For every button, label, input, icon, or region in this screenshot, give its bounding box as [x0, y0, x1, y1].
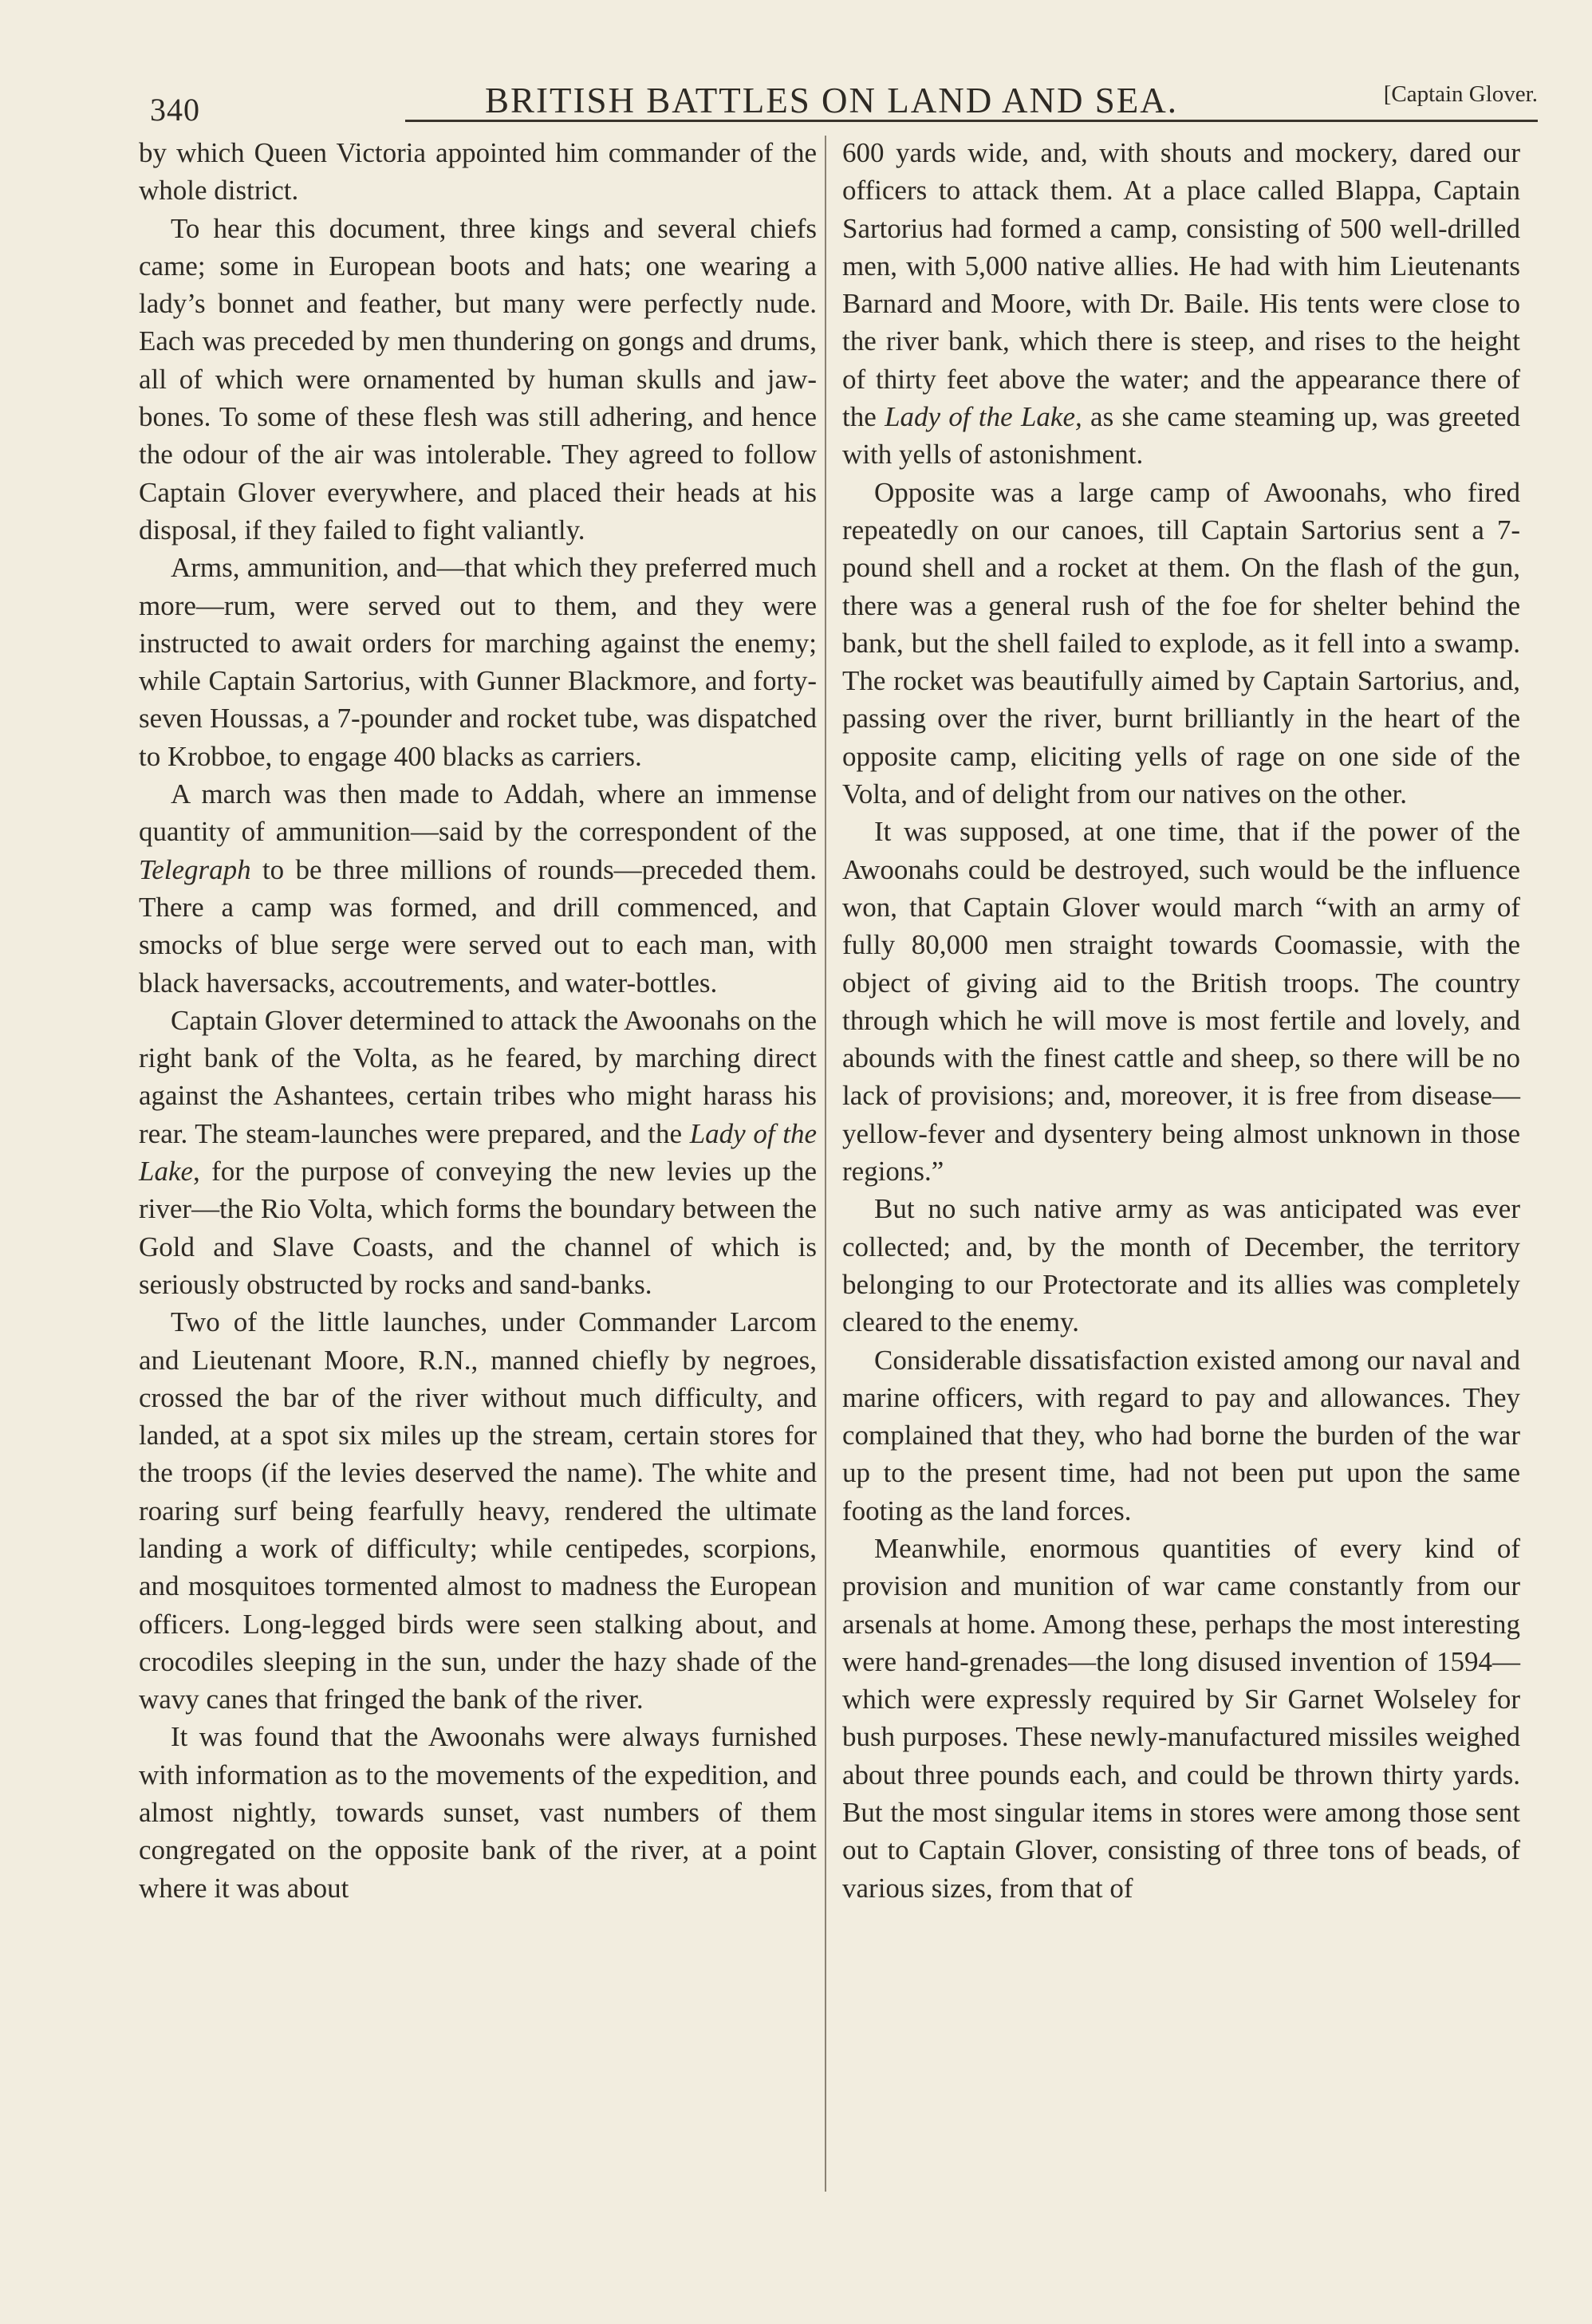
ship-name: Lady of the Lake: [139, 1117, 817, 1188]
ship-name: Lady of the Lake,: [885, 401, 1082, 433]
paragraph: Arms, ammunition, and—that which they preferred much more—rum, were served out to them, and they were instructed to await orders for marching against the enemy; while Captain Sartorius, with Gunner Blackmore, and forty-seven Houssas, a 7-pounder and rocket tube, was dispatched to Krobboe, to engage 400 blacks as carriers.: [139, 552, 817, 772]
paragraph: by which Queen Victoria appointed him commander of the whole district.: [139, 137, 817, 207]
paragraph: It was found that the Awoonahs were always furnished with information as to the movements of the expedition, and almost nightly, towards sunset, vast numbers of them congregated on the opposite bank of the river, at a point where it was about: [139, 1721, 817, 1904]
paragraph: To hear this document, three kings and several chiefs came; some in European boots and hats; one wearing a lady’s bonnet and feather, but many were perfectly nude. Each was preceded by men thundering on gongs and drums, all of which were ornamented by human skulls and jaw-bones. To some of these flesh was still adhering, and hence the odour of the air was intolerable. They agreed to follow Captain Glover everywhere, and placed their heads at his disposal, if they failed to fight valiantly.: [139, 212, 817, 546]
paragraph-text: 600 yards wide, and, with shouts and mockery, dared our officers to attack them. At a place called Blappa, Captain Sartorius had formed a camp, consisting of 500 well-drilled men, with 5,000 native allies. He had with him Lieutenants Barnard and Moore, with Dr. Baile. His tents were close to the river bank, which there is steep, and rises to the height of thirty feet above the water; and the appearance there of the: [842, 137, 1520, 433]
paragraph: [139, 775, 817, 1002]
paragraph: Opposite was a large camp of Awoonahs, who fired repeatedly on our canoes, till Captain Sartorius sent a 7-pound shell and a rocket at them. On the flash of the gun, there was a general rush of the foe for shelter behind the bank, but the shell failed to explode, as it fell into a swamp. The rocket was beautifully aimed by Captain Sartorius, and, passing over the river, burnt brilliantly in the heart of the opposite camp, eliciting yells of rage on one side of the Volta, and of delight from our natives on the other.: [842, 476, 1520, 810]
section-tag: [Captain Glover.: [1383, 81, 1538, 107]
paragraph-text: as she came steaming up, was greeted with yells of astonishment.: [842, 401, 1520, 471]
newspaper-title: Telegraph: [139, 853, 251, 885]
right-column: [842, 134, 1520, 1907]
left-column: [139, 134, 817, 1907]
paragraph: Meanwhile, enormous quantities of every kind of provision and munition of war came constantly from our arsenals at home. Among these, perhaps the most interesting were hand-grenades—the long disused invention of 1594—which were expressly required by Sir Garnet Wolseley for bush purposes. These newly-manufactured missiles weighed about three pounds each, and could be thrown thirty yards. But the most singular items in stores were among those sent out to Captain Glover, consisting of three tons of beads, of various sizes, from that of: [842, 1532, 1520, 1904]
paragraph-text: A march was then made to Addah, where an immense quantity of ammunition—said by the correspondent of the: [139, 778, 817, 848]
running-title: BRITISH BATTLES ON LAND AND SEA.: [485, 81, 1179, 120]
paragraph: [139, 1002, 817, 1303]
paragraph-text: to be three millions of rounds—preceded them. There a camp was formed, and drill commenced, and smocks of blue serge were served out to each man, with black haversacks, accoutrements, and water-bottles.: [139, 853, 817, 999]
paragraph-text: , for the purpose of conveying the new levies up the river—the Rio Volta, which forms the boundary between the Gold and Slave Coasts, and the channel of which is seriously obstructed by rocks and sand-banks.: [139, 1156, 817, 1300]
page-number: 340: [150, 92, 200, 128]
paragraph-text: Captain Glover determined to attack the Awoonahs on the right bank of the Volta, as he feared, by marching direct against the Ashantees, certain tribes who might harass his rear. The steam-launches were prepared, and the: [139, 1004, 817, 1149]
paragraph: [842, 134, 1520, 474]
paragraph: It was supposed, at one time, that if the power of the Awoonahs could be destroyed, such would be the influence won, that Captain Glover would march “with an army of fully 80,000 men straight towards Coomassie, with the object of giving aid to the British troops. The country through which he will move is most fertile and lovely, and abounds with the finest cattle and sheep, so there will be no lack of provisions; and, moreover, it is free from disease—yellow-fever and dysentery being almost unknown in those regions.”: [842, 816, 1520, 1188]
paragraph: But no such native army as was anticipated was ever collected; and, by the month of December, the territory belonging to our Protectorate and its allies was completely cleared to the enemy.: [842, 1193, 1520, 1338]
paragraph: Two of the little launches, under Commander Larcom and Lieutenant Moore, R.N., manned chiefly by negroes, crossed the bar of the river without much difficulty, and landed, at a spot six miles up the stream, certain stores for the troops (if the levies deserved the name). The white and roaring surf being fearfully heavy, rendered the ultimate landing a work of difficulty; while centipedes, scorpions, and mosquitoes tormented almost to madness the European officers. Long-legged birds were seen stalking about, and crocodiles sleeping in the sun, under the hazy shade of the wavy canes that fringed the bank of the river.: [139, 1306, 817, 1715]
page-header: [134, 70, 1538, 126]
header-rule: [405, 120, 1538, 122]
column-divider: [825, 136, 826, 2192]
paragraph: Considerable dissatisfaction existed among our naval and marine officers, with regard to pay and allowances. They complained that they, who had borne the burden of the war up to the present time, had not been put upon the same footing as the land forces.: [842, 1344, 1520, 1526]
